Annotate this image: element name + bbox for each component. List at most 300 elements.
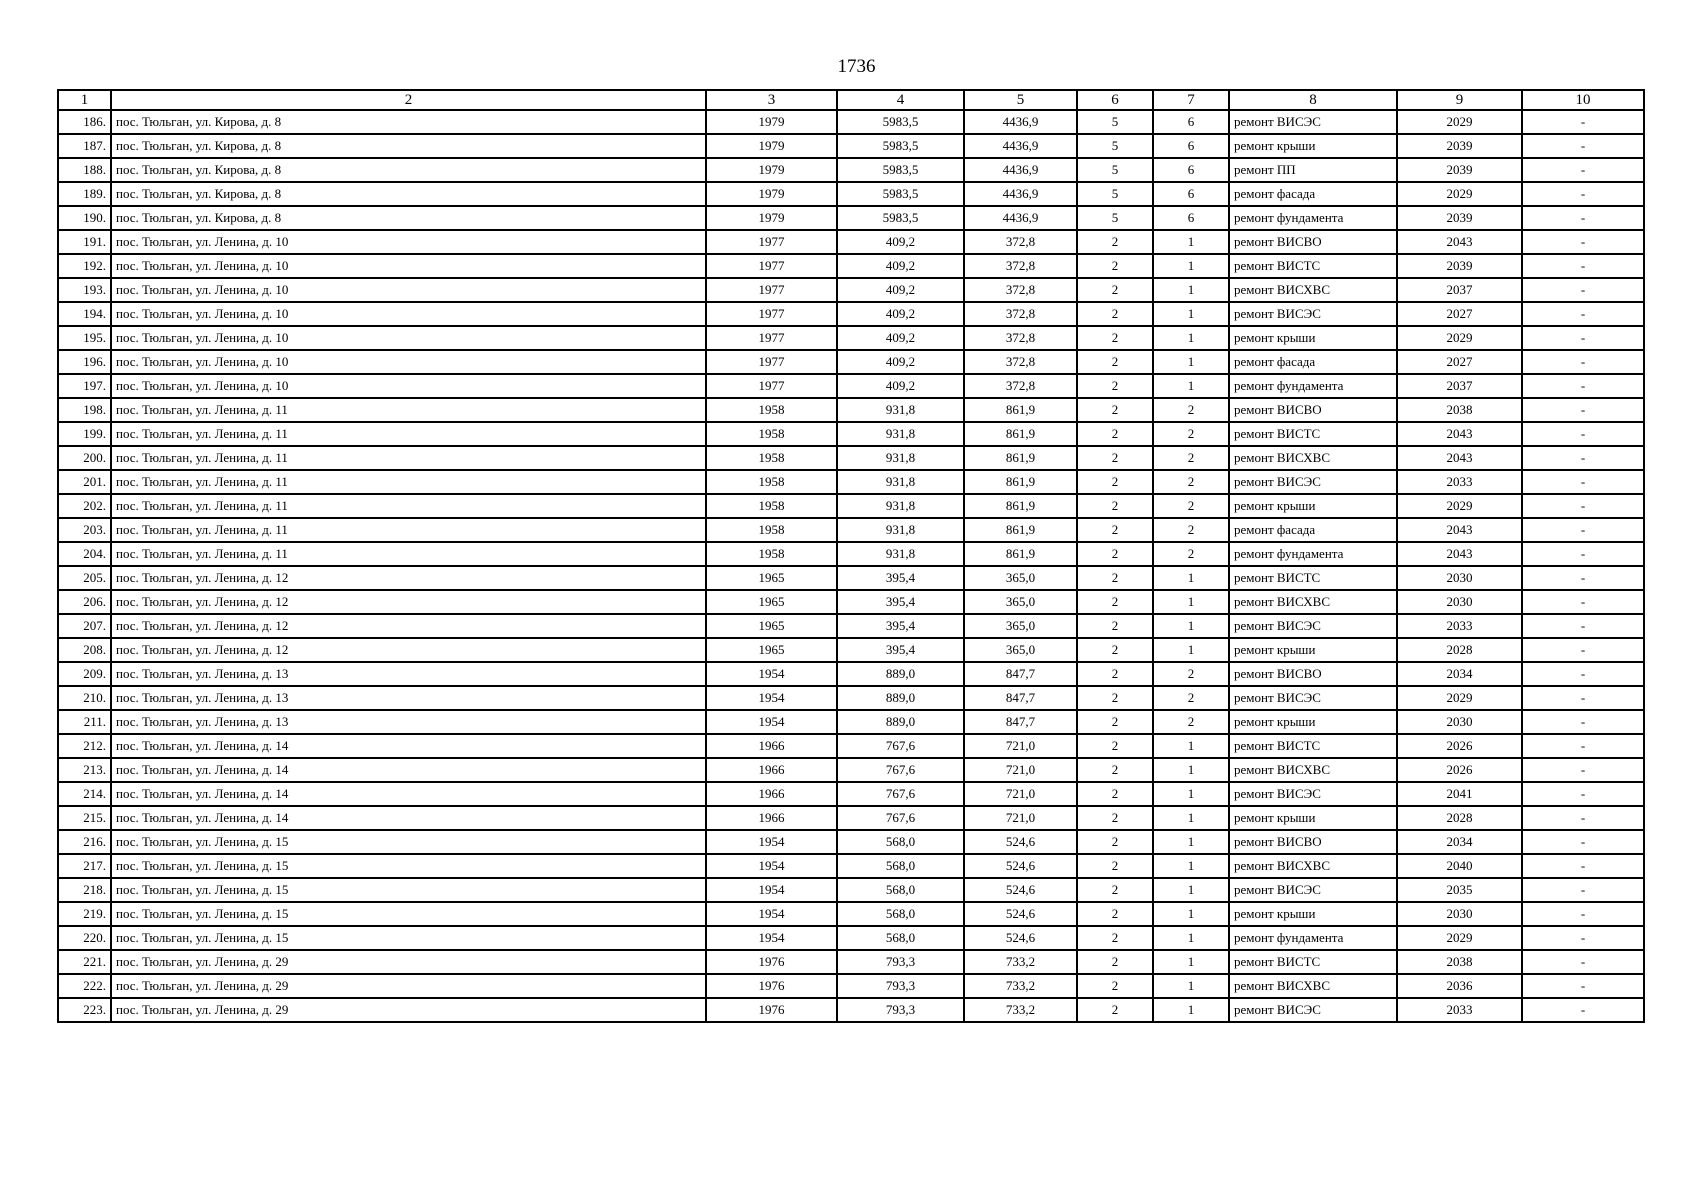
cell-year-built: 1976 xyxy=(706,998,837,1022)
cell-year-built: 1958 xyxy=(706,422,837,446)
cell-note: - xyxy=(1522,446,1644,470)
cell-planned-year: 2034 xyxy=(1397,662,1522,686)
cell-planned-year: 2029 xyxy=(1397,182,1522,206)
cell-floors: 2 xyxy=(1077,350,1153,374)
cell-note: - xyxy=(1522,758,1644,782)
cell-address: пос. Тюльган, ул. Кирова, д. 8 xyxy=(111,134,706,158)
cell-planned-year: 2037 xyxy=(1397,374,1522,398)
cell-floors: 2 xyxy=(1077,374,1153,398)
cell-row-number: 200. xyxy=(58,446,111,470)
cell-planned-year: 2039 xyxy=(1397,134,1522,158)
cell-total-area: 931,8 xyxy=(837,542,964,566)
cell-year-built: 1979 xyxy=(706,134,837,158)
column-header-note: 10 xyxy=(1522,90,1644,110)
cell-planned-year: 2043 xyxy=(1397,518,1522,542)
cell-floors: 2 xyxy=(1077,878,1153,902)
cell-work-type: ремонт фасада xyxy=(1229,518,1397,542)
cell-note: - xyxy=(1522,926,1644,950)
cell-total-area: 395,4 xyxy=(837,638,964,662)
cell-address: пос. Тюльган, ул. Ленина, д. 11 xyxy=(111,518,706,542)
cell-note: - xyxy=(1522,134,1644,158)
cell-row-number: 218. xyxy=(58,878,111,902)
cell-living-area: 847,7 xyxy=(964,662,1077,686)
cell-year-built: 1958 xyxy=(706,518,837,542)
table-row xyxy=(58,878,1644,902)
cell-total-area: 931,8 xyxy=(837,494,964,518)
cell-entrances: 2 xyxy=(1153,542,1229,566)
cell-living-area: 861,9 xyxy=(964,494,1077,518)
cell-floors: 2 xyxy=(1077,806,1153,830)
cell-year-built: 1954 xyxy=(706,854,837,878)
cell-work-type: ремонт крыши xyxy=(1229,326,1397,350)
table-row xyxy=(58,830,1644,854)
table-row xyxy=(58,974,1644,998)
cell-note: - xyxy=(1522,494,1644,518)
cell-work-type: ремонт ВИСВО xyxy=(1229,830,1397,854)
cell-row-number: 208. xyxy=(58,638,111,662)
cell-total-area: 767,6 xyxy=(837,782,964,806)
cell-work-type: ремонт фасада xyxy=(1229,350,1397,374)
cell-row-number: 214. xyxy=(58,782,111,806)
cell-living-area: 372,8 xyxy=(964,230,1077,254)
cell-total-area: 568,0 xyxy=(837,878,964,902)
cell-work-type: ремонт ВИСЭС xyxy=(1229,998,1397,1022)
cell-planned-year: 2026 xyxy=(1397,734,1522,758)
cell-entrances: 1 xyxy=(1153,590,1229,614)
cell-planned-year: 2028 xyxy=(1397,638,1522,662)
table-row xyxy=(58,614,1644,638)
cell-total-area: 395,4 xyxy=(837,566,964,590)
cell-floors: 5 xyxy=(1077,110,1153,134)
cell-planned-year: 2033 xyxy=(1397,614,1522,638)
cell-entrances: 2 xyxy=(1153,398,1229,422)
cell-living-area: 861,9 xyxy=(964,470,1077,494)
cell-address: пос. Тюльган, ул. Ленина, д. 11 xyxy=(111,398,706,422)
cell-total-area: 395,4 xyxy=(837,614,964,638)
table-row xyxy=(58,446,1644,470)
cell-entrances: 2 xyxy=(1153,446,1229,470)
cell-row-number: 191. xyxy=(58,230,111,254)
cell-row-number: 199. xyxy=(58,422,111,446)
cell-row-number: 213. xyxy=(58,758,111,782)
cell-floors: 2 xyxy=(1077,686,1153,710)
cell-planned-year: 2033 xyxy=(1397,998,1522,1022)
cell-living-area: 861,9 xyxy=(964,422,1077,446)
cell-floors: 2 xyxy=(1077,470,1153,494)
cell-floors: 2 xyxy=(1077,998,1153,1022)
cell-note: - xyxy=(1522,254,1644,278)
cell-entrances: 1 xyxy=(1153,638,1229,662)
cell-year-built: 1954 xyxy=(706,830,837,854)
cell-living-area: 372,8 xyxy=(964,374,1077,398)
cell-total-area: 767,6 xyxy=(837,806,964,830)
cell-entrances: 6 xyxy=(1153,110,1229,134)
cell-year-built: 1977 xyxy=(706,302,837,326)
cell-planned-year: 2028 xyxy=(1397,806,1522,830)
cell-year-built: 1958 xyxy=(706,542,837,566)
cell-living-area: 4436,9 xyxy=(964,182,1077,206)
cell-entrances: 1 xyxy=(1153,854,1229,878)
cell-total-area: 395,4 xyxy=(837,590,964,614)
cell-note: - xyxy=(1522,230,1644,254)
cell-floors: 2 xyxy=(1077,278,1153,302)
cell-living-area: 372,8 xyxy=(964,302,1077,326)
cell-planned-year: 2029 xyxy=(1397,494,1522,518)
cell-note: - xyxy=(1522,686,1644,710)
cell-address: пос. Тюльган, ул. Ленина, д. 10 xyxy=(111,350,706,374)
cell-address: пос. Тюльган, ул. Ленина, д. 10 xyxy=(111,302,706,326)
cell-entrances: 1 xyxy=(1153,734,1229,758)
cell-address: пос. Тюльган, ул. Ленина, д. 15 xyxy=(111,926,706,950)
cell-entrances: 1 xyxy=(1153,350,1229,374)
cell-address: пос. Тюльган, ул. Ленина, д. 10 xyxy=(111,326,706,350)
cell-total-area: 409,2 xyxy=(837,278,964,302)
cell-total-area: 409,2 xyxy=(837,374,964,398)
cell-work-type: ремонт ВИСТС xyxy=(1229,950,1397,974)
cell-floors: 2 xyxy=(1077,830,1153,854)
cell-year-built: 1977 xyxy=(706,230,837,254)
cell-entrances: 2 xyxy=(1153,518,1229,542)
cell-floors: 5 xyxy=(1077,158,1153,182)
cell-row-number: 188. xyxy=(58,158,111,182)
cell-note: - xyxy=(1522,374,1644,398)
cell-planned-year: 2039 xyxy=(1397,206,1522,230)
cell-living-area: 365,0 xyxy=(964,614,1077,638)
cell-address: пос. Тюльган, ул. Ленина, д. 12 xyxy=(111,590,706,614)
cell-year-built: 1977 xyxy=(706,374,837,398)
column-header-total-area: 4 xyxy=(837,90,964,110)
cell-work-type: ремонт ВИСВО xyxy=(1229,230,1397,254)
table-row xyxy=(58,182,1644,206)
cell-address: пос. Тюльган, ул. Кирова, д. 8 xyxy=(111,182,706,206)
cell-living-area: 372,8 xyxy=(964,326,1077,350)
cell-year-built: 1977 xyxy=(706,254,837,278)
cell-living-area: 365,0 xyxy=(964,590,1077,614)
cell-note: - xyxy=(1522,830,1644,854)
cell-total-area: 793,3 xyxy=(837,950,964,974)
cell-work-type: ремонт ВИСВО xyxy=(1229,398,1397,422)
cell-floors: 2 xyxy=(1077,302,1153,326)
cell-entrances: 1 xyxy=(1153,758,1229,782)
cell-planned-year: 2030 xyxy=(1397,566,1522,590)
cell-address: пос. Тюльган, ул. Ленина, д. 11 xyxy=(111,470,706,494)
cell-address: пос. Тюльган, ул. Ленина, д. 10 xyxy=(111,278,706,302)
cell-row-number: 204. xyxy=(58,542,111,566)
cell-work-type: ремонт фундамента xyxy=(1229,374,1397,398)
cell-note: - xyxy=(1522,182,1644,206)
cell-address: пос. Тюльган, ул. Кирова, д. 8 xyxy=(111,206,706,230)
cell-floors: 5 xyxy=(1077,206,1153,230)
cell-year-built: 1958 xyxy=(706,398,837,422)
table-row xyxy=(58,158,1644,182)
cell-entrances: 6 xyxy=(1153,134,1229,158)
cell-entrances: 1 xyxy=(1153,326,1229,350)
cell-planned-year: 2038 xyxy=(1397,950,1522,974)
cell-work-type: ремонт ВИСТС xyxy=(1229,254,1397,278)
cell-entrances: 2 xyxy=(1153,470,1229,494)
cell-row-number: 195. xyxy=(58,326,111,350)
cell-work-type: ремонт фундамента xyxy=(1229,542,1397,566)
cell-living-area: 4436,9 xyxy=(964,110,1077,134)
cell-living-area: 524,6 xyxy=(964,854,1077,878)
cell-note: - xyxy=(1522,278,1644,302)
cell-planned-year: 2026 xyxy=(1397,758,1522,782)
table-row xyxy=(58,854,1644,878)
column-header-entrances: 7 xyxy=(1153,90,1229,110)
cell-note: - xyxy=(1522,734,1644,758)
table-row xyxy=(58,542,1644,566)
cell-row-number: 211. xyxy=(58,710,111,734)
cell-entrances: 1 xyxy=(1153,566,1229,590)
cell-total-area: 931,8 xyxy=(837,446,964,470)
table-row xyxy=(58,398,1644,422)
cell-planned-year: 2043 xyxy=(1397,422,1522,446)
column-header-address: 2 xyxy=(111,90,706,110)
table-row xyxy=(58,998,1644,1022)
cell-row-number: 206. xyxy=(58,590,111,614)
cell-row-number: 187. xyxy=(58,134,111,158)
cell-floors: 2 xyxy=(1077,398,1153,422)
cell-planned-year: 2043 xyxy=(1397,542,1522,566)
cell-planned-year: 2035 xyxy=(1397,878,1522,902)
cell-year-built: 1958 xyxy=(706,446,837,470)
cell-entrances: 1 xyxy=(1153,878,1229,902)
cell-address: пос. Тюльган, ул. Кирова, д. 8 xyxy=(111,158,706,182)
cell-total-area: 409,2 xyxy=(837,230,964,254)
cell-planned-year: 2029 xyxy=(1397,686,1522,710)
cell-floors: 2 xyxy=(1077,590,1153,614)
cell-note: - xyxy=(1522,974,1644,998)
cell-note: - xyxy=(1522,110,1644,134)
cell-entrances: 1 xyxy=(1153,782,1229,806)
cell-row-number: 223. xyxy=(58,998,111,1022)
cell-year-built: 1977 xyxy=(706,350,837,374)
cell-entrances: 2 xyxy=(1153,710,1229,734)
cell-address: пос. Тюльган, ул. Ленина, д. 12 xyxy=(111,566,706,590)
cell-address: пос. Тюльган, ул. Ленина, д. 15 xyxy=(111,830,706,854)
cell-entrances: 1 xyxy=(1153,950,1229,974)
cell-entrances: 2 xyxy=(1153,686,1229,710)
table-row xyxy=(58,206,1644,230)
cell-work-type: ремонт фасада xyxy=(1229,182,1397,206)
cell-planned-year: 2038 xyxy=(1397,398,1522,422)
cell-year-built: 1979 xyxy=(706,110,837,134)
cell-planned-year: 2041 xyxy=(1397,782,1522,806)
cell-work-type: ремонт ВИСЭС xyxy=(1229,686,1397,710)
cell-living-area: 524,6 xyxy=(964,926,1077,950)
cell-floors: 2 xyxy=(1077,974,1153,998)
cell-total-area: 931,8 xyxy=(837,398,964,422)
cell-planned-year: 2043 xyxy=(1397,230,1522,254)
cell-address: пос. Тюльган, ул. Ленина, д. 13 xyxy=(111,686,706,710)
cell-address: пос. Тюльган, ул. Ленина, д. 11 xyxy=(111,422,706,446)
cell-planned-year: 2039 xyxy=(1397,254,1522,278)
cell-note: - xyxy=(1522,422,1644,446)
cell-floors: 2 xyxy=(1077,494,1153,518)
cell-address: пос. Тюльган, ул. Ленина, д. 13 xyxy=(111,710,706,734)
cell-living-area: 847,7 xyxy=(964,710,1077,734)
header-row xyxy=(58,90,1644,110)
cell-entrances: 1 xyxy=(1153,998,1229,1022)
table-row xyxy=(58,302,1644,326)
cell-floors: 2 xyxy=(1077,518,1153,542)
table-row xyxy=(58,662,1644,686)
table-body xyxy=(58,110,1644,1022)
column-header-row-number: 1 xyxy=(58,90,111,110)
table-row xyxy=(58,926,1644,950)
cell-living-area: 365,0 xyxy=(964,566,1077,590)
registry-table xyxy=(57,89,1645,1023)
cell-year-built: 1965 xyxy=(706,638,837,662)
cell-note: - xyxy=(1522,902,1644,926)
cell-floors: 2 xyxy=(1077,758,1153,782)
cell-address: пос. Тюльган, ул. Ленина, д. 14 xyxy=(111,758,706,782)
cell-work-type: ремонт фундамента xyxy=(1229,206,1397,230)
cell-floors: 5 xyxy=(1077,134,1153,158)
table-row xyxy=(58,134,1644,158)
table-row xyxy=(58,806,1644,830)
cell-entrances: 1 xyxy=(1153,806,1229,830)
table-row xyxy=(58,758,1644,782)
table-row xyxy=(58,686,1644,710)
table-row xyxy=(58,278,1644,302)
column-header-planned-year: 9 xyxy=(1397,90,1522,110)
cell-row-number: 207. xyxy=(58,614,111,638)
cell-entrances: 1 xyxy=(1153,230,1229,254)
cell-note: - xyxy=(1522,950,1644,974)
cell-work-type: ремонт ВИСТС xyxy=(1229,566,1397,590)
cell-year-built: 1954 xyxy=(706,926,837,950)
cell-floors: 2 xyxy=(1077,902,1153,926)
cell-living-area: 524,6 xyxy=(964,902,1077,926)
cell-living-area: 861,9 xyxy=(964,542,1077,566)
cell-total-area: 5983,5 xyxy=(837,110,964,134)
table-row xyxy=(58,566,1644,590)
cell-entrances: 1 xyxy=(1153,926,1229,950)
cell-living-area: 861,9 xyxy=(964,398,1077,422)
cell-address: пос. Тюльган, ул. Ленина, д. 14 xyxy=(111,734,706,758)
cell-planned-year: 2040 xyxy=(1397,854,1522,878)
table-row xyxy=(58,422,1644,446)
cell-total-area: 568,0 xyxy=(837,902,964,926)
cell-living-area: 721,0 xyxy=(964,806,1077,830)
cell-year-built: 1977 xyxy=(706,326,837,350)
cell-work-type: ремонт ВИСТС xyxy=(1229,422,1397,446)
cell-row-number: 217. xyxy=(58,854,111,878)
cell-living-area: 524,6 xyxy=(964,878,1077,902)
cell-address: пос. Тюльган, ул. Ленина, д. 15 xyxy=(111,902,706,926)
cell-address: пос. Тюльган, ул. Ленина, д. 11 xyxy=(111,446,706,470)
cell-note: - xyxy=(1522,158,1644,182)
cell-total-area: 889,0 xyxy=(837,662,964,686)
table-row xyxy=(58,590,1644,614)
cell-floors: 2 xyxy=(1077,566,1153,590)
table-row xyxy=(58,110,1644,134)
cell-entrances: 1 xyxy=(1153,614,1229,638)
cell-work-type: ремонт крыши xyxy=(1229,902,1397,926)
cell-floors: 2 xyxy=(1077,950,1153,974)
column-header-living-area: 5 xyxy=(964,90,1077,110)
table-row xyxy=(58,902,1644,926)
cell-planned-year: 2029 xyxy=(1397,110,1522,134)
cell-work-type: ремонт крыши xyxy=(1229,134,1397,158)
cell-entrances: 2 xyxy=(1153,494,1229,518)
column-header-work-type: 8 xyxy=(1229,90,1397,110)
table-row xyxy=(58,734,1644,758)
cell-living-area: 4436,9 xyxy=(964,134,1077,158)
cell-planned-year: 2027 xyxy=(1397,302,1522,326)
cell-year-built: 1966 xyxy=(706,782,837,806)
cell-living-area: 861,9 xyxy=(964,518,1077,542)
cell-work-type: ремонт ВИСЭС xyxy=(1229,302,1397,326)
cell-row-number: 215. xyxy=(58,806,111,830)
cell-entrances: 2 xyxy=(1153,662,1229,686)
cell-floors: 2 xyxy=(1077,734,1153,758)
table-row xyxy=(58,374,1644,398)
cell-entrances: 6 xyxy=(1153,182,1229,206)
cell-floors: 2 xyxy=(1077,230,1153,254)
column-header-floors: 6 xyxy=(1077,90,1153,110)
cell-year-built: 1954 xyxy=(706,710,837,734)
cell-entrances: 6 xyxy=(1153,158,1229,182)
cell-year-built: 1965 xyxy=(706,590,837,614)
cell-row-number: 210. xyxy=(58,686,111,710)
cell-row-number: 194. xyxy=(58,302,111,326)
cell-floors: 2 xyxy=(1077,326,1153,350)
cell-total-area: 409,2 xyxy=(837,326,964,350)
table-row xyxy=(58,638,1644,662)
cell-note: - xyxy=(1522,854,1644,878)
cell-floors: 2 xyxy=(1077,638,1153,662)
cell-total-area: 409,2 xyxy=(837,302,964,326)
cell-total-area: 5983,5 xyxy=(837,182,964,206)
cell-floors: 2 xyxy=(1077,254,1153,278)
cell-row-number: 189. xyxy=(58,182,111,206)
cell-year-built: 1979 xyxy=(706,158,837,182)
cell-living-area: 721,0 xyxy=(964,734,1077,758)
cell-living-area: 733,2 xyxy=(964,974,1077,998)
cell-address: пос. Тюльган, ул. Ленина, д. 15 xyxy=(111,854,706,878)
cell-planned-year: 2039 xyxy=(1397,158,1522,182)
cell-entrances: 1 xyxy=(1153,302,1229,326)
cell-year-built: 1958 xyxy=(706,470,837,494)
cell-note: - xyxy=(1522,302,1644,326)
cell-floors: 2 xyxy=(1077,614,1153,638)
cell-living-area: 524,6 xyxy=(964,830,1077,854)
cell-row-number: 186. xyxy=(58,110,111,134)
cell-work-type: ремонт крыши xyxy=(1229,806,1397,830)
cell-entrances: 6 xyxy=(1153,206,1229,230)
cell-floors: 2 xyxy=(1077,926,1153,950)
cell-address: пос. Тюльган, ул. Ленина, д. 14 xyxy=(111,782,706,806)
cell-year-built: 1954 xyxy=(706,902,837,926)
cell-work-type: ремонт ВИСХВС xyxy=(1229,590,1397,614)
cell-living-area: 4436,9 xyxy=(964,206,1077,230)
cell-living-area: 847,7 xyxy=(964,686,1077,710)
cell-planned-year: 2037 xyxy=(1397,278,1522,302)
table-row xyxy=(58,494,1644,518)
cell-row-number: 221. xyxy=(58,950,111,974)
cell-address: пос. Тюльган, ул. Ленина, д. 29 xyxy=(111,998,706,1022)
cell-row-number: 220. xyxy=(58,926,111,950)
cell-row-number: 193. xyxy=(58,278,111,302)
cell-note: - xyxy=(1522,710,1644,734)
cell-note: - xyxy=(1522,398,1644,422)
cell-total-area: 931,8 xyxy=(837,470,964,494)
cell-year-built: 1965 xyxy=(706,566,837,590)
cell-year-built: 1954 xyxy=(706,662,837,686)
cell-work-type: ремонт ВИСЭС xyxy=(1229,470,1397,494)
